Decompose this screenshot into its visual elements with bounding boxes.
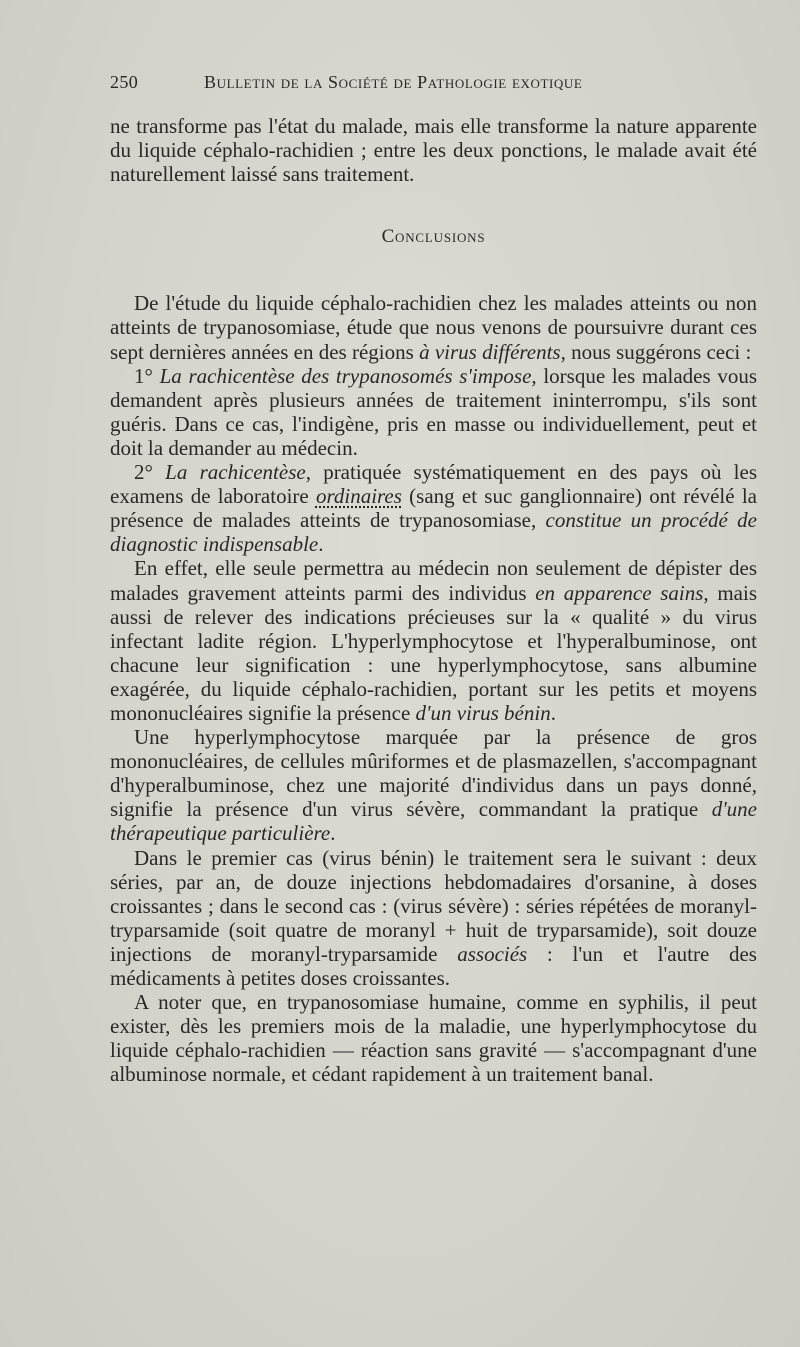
paragraph-3	[110, 725, 757, 845]
item2-text-d: .	[318, 532, 324, 557]
list-item-2	[110, 460, 757, 556]
running-title: Bulletin de la Société de Pathologie exotique	[204, 72, 583, 92]
para4-text-b: : l'un et l'autre des médicaments à petites doses croissantes.	[110, 941, 757, 990]
item2-number: 2°	[134, 460, 153, 485]
item2-emphasis-conclusion: constitue un procédé de diagnostic indispensable	[110, 508, 757, 557]
para5-text: A noter que, en trypanosomiase humaine, comme en syphilis, il peut exister, dès les premiers mois de la maladie, une hyperlymphocytose du liquide céphalo-rachidien — réaction sans gravité — s'accompagnant d'une albuminose normale, et cédant rapidement à un traitement banal.	[110, 990, 757, 1087]
page-number: 250	[110, 72, 139, 92]
item1-number: 1°	[134, 363, 153, 388]
item1-emphasis: La rachicentèse des trypanosomés s'impose	[159, 363, 532, 388]
para2-text-a: En effet, elle seule permettra au médecin non seulement de dépister des malades gravement atteints parmi des individus	[110, 556, 757, 605]
intro-paragraph	[110, 114, 757, 186]
item2-text-c: (sang et suc ganglionnaire) ont révélé la présence de malades atteints de trypanosomiase,	[110, 484, 757, 533]
paragraph-1	[110, 291, 757, 363]
item2-emphasis: La rachicentèse	[165, 460, 306, 485]
item2-text-b: , pratiquée systématiquement en des pays où les examens de laboratoire	[110, 460, 758, 509]
section-heading: Conclusions	[381, 226, 486, 248]
para2-emphasis: en apparence sains	[535, 580, 704, 605]
paragraph-5	[110, 990, 757, 1086]
para3-text-b: .	[330, 821, 336, 846]
intro-text: ne transforme pas l'état du malade, mais elle transforme la nature apparente du liquide céphalo-rachidien ; entre les deux ponctions, le malade avait été naturellement laissé sans traitement.	[110, 114, 757, 187]
para2-text-c: .	[550, 700, 556, 725]
paragraph-2	[110, 556, 757, 725]
para3-text-a: Une hyperlymphocytose marquée par la présence de gros mononucléaires, de cellules mûriformes et de plasmazellen, s'accompagnant d'hyperalbuminose, chez une majorité d'individus dans un pays donné, signifie la présence d'un virus sévère, commandant la pratique	[110, 725, 757, 822]
item2-emphasis-ordinaires: ordinaires	[315, 484, 402, 509]
para1-emphasis: à virus différents	[419, 339, 561, 364]
para4-text-a: Dans le premier cas (virus bénin) le traitement sera le suivant : deux séries, par an, de douze injections hebdomadaires d'orsanine, à doses croissantes ; dans le second cas : (virus sévère) : séries répétées de moranyl-tryparsamide (soit quatre de moranyl + huit de tryparsamide), soit douze injections de moranyl-tryparsamide	[110, 845, 757, 966]
para4-emphasis: associés	[457, 941, 528, 966]
para1-text-a: De l'étude du liquide céphalo-rachidien chez les malades atteints ou non atteints de trypanosomiase, étude que nous venons de poursuivre durant ces sept dernières années en des régions	[110, 291, 757, 364]
item1-text: , lorsque les malades vous demandent après plusieurs années de traitement ininterrompu, s'ils sont guéris. Dans ce cas, l'indigène, pris en masse ou individuellement, peut et doit la demander au médecin.	[110, 363, 758, 460]
para2-text-b: , mais aussi de relever des indications précieuses sur la « qualité » du virus infectant ladite région. L'hyperlymphocytose et l'hyperalbuminose, ont chacune leur signification : une hyperlymphocytose, sans albumine exagérée, du liquide céphalo-rachidien, portant sur les petits et moyens mononucléaires signifie la présence	[110, 580, 757, 725]
paragraph-4	[110, 846, 757, 991]
para2-emphasis-2: d'un virus bénin	[415, 700, 551, 725]
article-body	[110, 114, 757, 1086]
para1-text-b: , nous suggérons ceci :	[560, 339, 752, 364]
para3-emphasis: d'une thérapeutique particulière	[110, 797, 757, 846]
list-item-1	[110, 364, 757, 460]
